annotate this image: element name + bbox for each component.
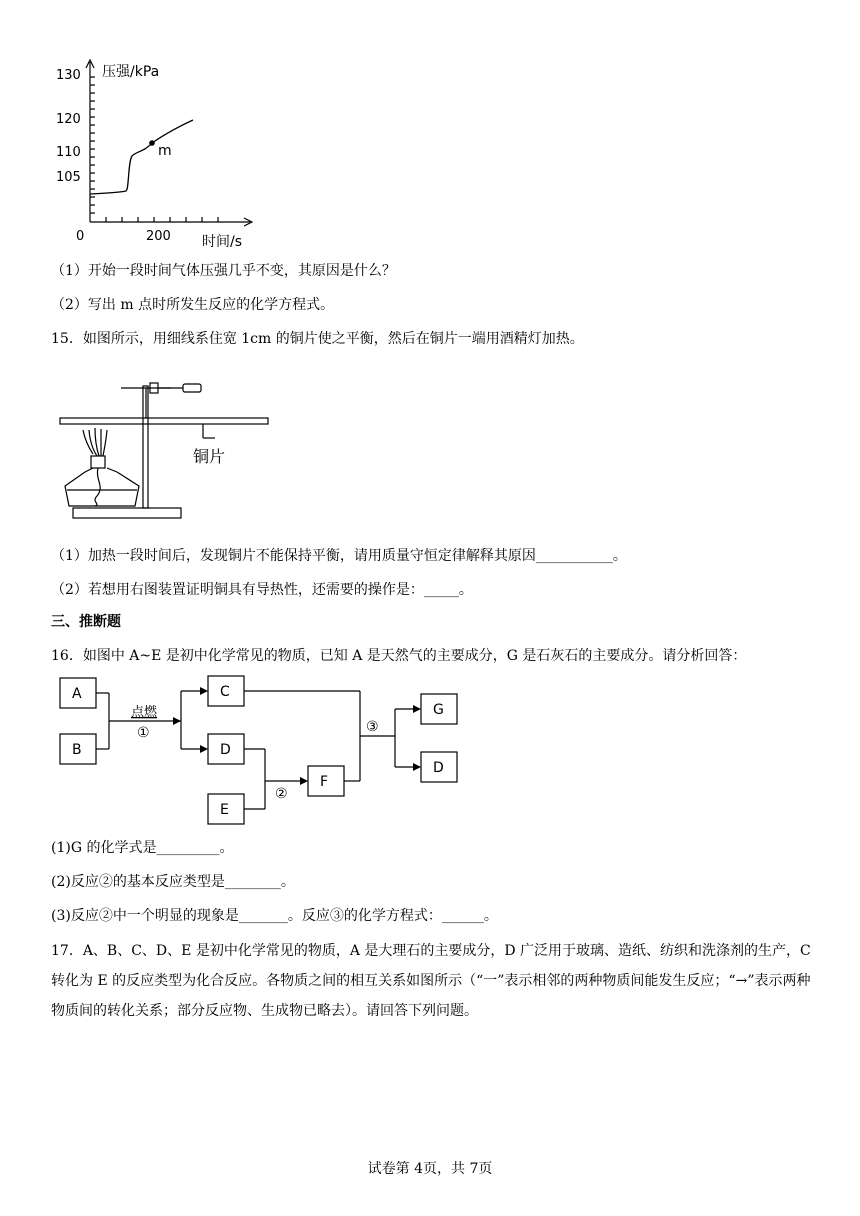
x-tick-0: 0 xyxy=(76,229,85,244)
reaction-3-label: ③ xyxy=(366,719,379,735)
node-C: C xyxy=(220,684,230,700)
q16-part2: (2)反应②的基本反应类型是________。 xyxy=(51,874,295,890)
section-inference-title: 三、推断题 xyxy=(51,614,121,630)
y-tick-120: 120 xyxy=(56,112,81,127)
node-A: A xyxy=(72,686,82,702)
q15-part2: （2）若想用右图装置证明铜具有导热性，还需要的操作是：_____。 xyxy=(51,582,473,598)
point-m xyxy=(149,140,155,146)
q14-part2: （2）写出 m 点时所发生反应的化学方程式。 xyxy=(51,297,335,313)
x-tick-200: 200 xyxy=(146,229,171,244)
copper-strip-label: 铜片 xyxy=(193,447,226,466)
inference-flow-diagram xyxy=(55,674,475,834)
y-tick-130: 130 xyxy=(56,68,81,83)
q15-stem: 15．如图所示，用细线系住宽 1cm 的铜片使之平衡，然后在铜片一端用酒精灯加热。 xyxy=(51,331,584,347)
reaction-1-label: ① xyxy=(137,725,150,741)
node-E: E xyxy=(220,802,229,818)
q16-part3: (3)反应②中一个明显的现象是_______。反应③的化学方程式：______。 xyxy=(51,908,498,924)
node-G: G xyxy=(433,702,444,718)
q16-stem: 16．如图中 A~E 是初中化学常见的物质，已知 A 是天然气的主要成分，G 是石灰石的主要成分。请分析回答： xyxy=(51,648,747,664)
pressure-time-graph xyxy=(40,52,270,247)
node-B: B xyxy=(72,742,82,758)
node-F: F xyxy=(320,774,329,790)
q17-stem: 17．A、B、C、D、E 是初中化学常见的物质，A 是大理石的主要成分，D 广泛用于玻璃、造纸、纺织和洗涤剂的生产，C 转化为 E 的反应类型为化合反应。各物质之间的相互关系如图所示（“一”表示相邻的两种物质间能发生反应；“→”表示两种物质间的转化关系；部分反应物、生成物已略去）。请回答下列问题。 xyxy=(51,943,811,1019)
q15-part1: （1）加热一段时间后，发现铜片不能保持平衡，请用质量守恒定律解释其原因___________。 xyxy=(51,548,627,564)
reaction-2-label: ② xyxy=(275,786,288,802)
q16-part1: (1)G 的化学式是_________。 xyxy=(51,840,234,856)
x-axis-label: 时间/s xyxy=(202,234,243,247)
page-footer: 试卷第 4页，共 7页 xyxy=(367,1161,493,1177)
copper-strip-apparatus xyxy=(55,372,275,530)
condition-ignite: 点燃 xyxy=(131,705,158,720)
node-D2: D xyxy=(433,760,444,776)
y-axis-label: 压强/kPa xyxy=(102,64,160,80)
y-tick-110: 110 xyxy=(56,145,81,160)
q14-part1: （1）开始一段时间气体压强几乎不变，其原因是什么？ xyxy=(51,263,396,279)
y-tick-105: 105 xyxy=(56,170,81,185)
pressure-curve xyxy=(90,120,193,194)
point-m-label: m xyxy=(158,143,172,159)
node-D: D xyxy=(220,742,231,758)
